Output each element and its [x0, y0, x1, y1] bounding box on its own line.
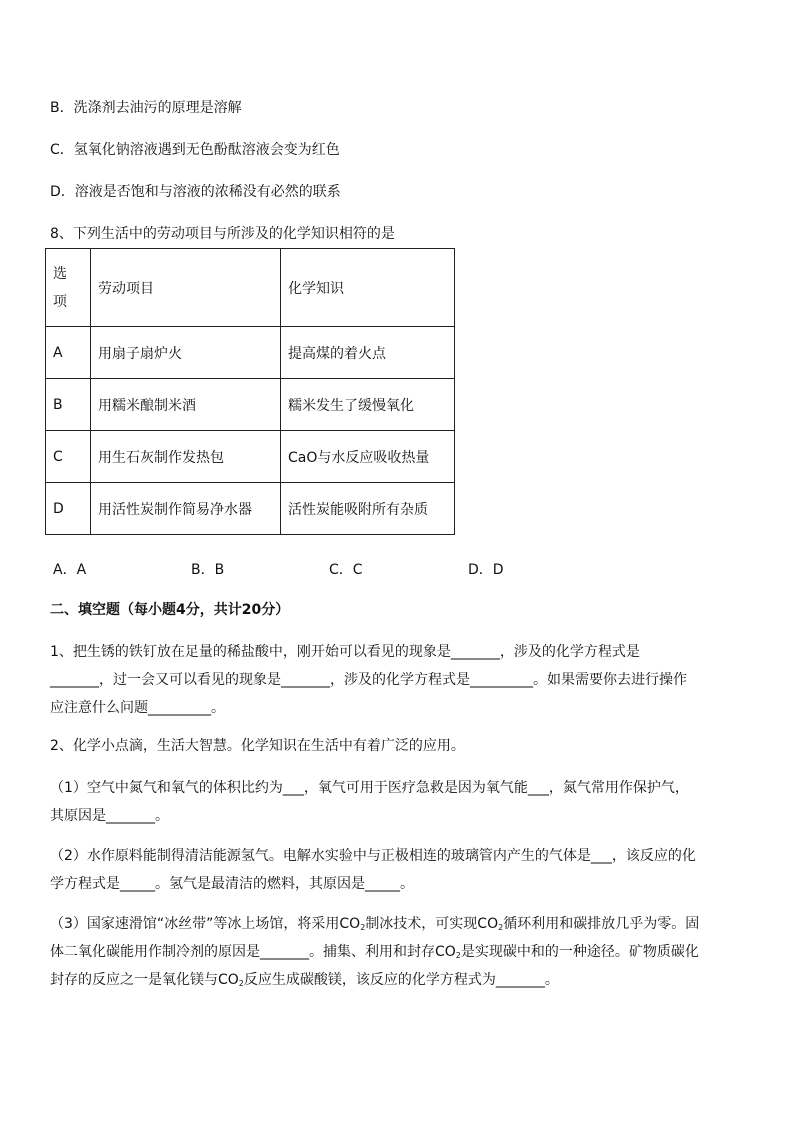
cell-knowledge: CaO与水反应吸收热量 — [281, 431, 455, 483]
cell-knowledge: 活性炭能吸附所有杂质 — [281, 483, 455, 535]
option-d: D．溶液是否饱和与溶液的浓稀没有必然的联系 — [50, 184, 341, 200]
q2-part1-line1: （1）空气中氮气和氧气的体积比约为___，氧气可用于医疗急救是因为氧气能___，氮气常用作保护气， — [50, 780, 689, 796]
table-row — [46, 327, 455, 379]
q2-part1-line2: 其原因是_______。 — [50, 808, 169, 824]
answer-a: A．A — [53, 562, 87, 578]
header-option-line1: 选 — [53, 265, 67, 282]
q8-stem: 8、下列生活中的劳动项目与所涉及的化学知识相符的是 — [50, 226, 395, 242]
cell-labor: 用生石灰制作发热包 — [91, 431, 281, 483]
table-header-row — [46, 249, 455, 327]
cell-labor: 用活性炭制作简易净水器 — [91, 483, 281, 535]
section-title: 二、填空题（每小题4分，共计20分） — [50, 602, 290, 618]
q2-part3-line1: （3）国家速滑馆“冰丝带”等冰上场馆，将采用$CO_2$制冰技术，可实现$CO_2$循环利用和碳排放几乎为零。固 — [50, 916, 700, 932]
answer-d: D．D — [468, 562, 504, 578]
cell-labor: 用扇子扇炉火 — [91, 327, 281, 379]
cell-option: D — [46, 483, 91, 535]
q2-part2-line2: 学方程式是_____。氢气是最清洁的燃料，其原因是_____。 — [50, 876, 414, 892]
cell-labor: 用糯米酿制米酒 — [91, 379, 281, 431]
q2-part3-line3: 封存的反应之一是氧化镁与$CO_2$反应生成碳酸镁，该反应的化学方程式为_______。 — [50, 972, 559, 988]
table-row — [46, 379, 455, 431]
cell-option: A — [46, 327, 91, 379]
answer-b: B．B — [191, 562, 225, 578]
q2-part2-line1: （2）水作原料能制得清洁能源氢气。电解水实验中与正极相连的玻璃管内产生的气体是___，该反应的化 — [50, 848, 696, 864]
option-b: B．洗涤剂去油污的原理是溶解 — [50, 100, 242, 116]
q2-part2 — [50, 842, 750, 898]
q2-part1 — [50, 774, 750, 830]
header-option-line2: 项 — [53, 293, 67, 310]
q1-text — [50, 638, 750, 722]
cell-option: B — [46, 379, 91, 431]
q2-intro: 2、化学小点滴，生活大智慧。化学知识在生活中有着广泛的应用。 — [50, 738, 465, 754]
q1-line1: 1、把生锈的铁钉放在足量的稀盐酸中，刚开始可以看见的现象是_______，涉及的化学方程式是 — [50, 644, 640, 660]
option-c: C．氢氧化钠溶液遇到无色酚酞溶液会变为红色 — [50, 142, 340, 158]
q2-part3-line2: 体二氧化碳能用作制冷剂的原因是_______。捕集、利用和封存$CO_2$是实现碳中和的一种途径。矿物质碳化 — [50, 944, 699, 960]
q1-line3: 应注意什么问题_________。 — [50, 700, 225, 716]
q8-table — [45, 248, 455, 535]
cell-option: C — [46, 431, 91, 483]
answer-c: C．C — [329, 562, 363, 578]
cell-knowledge: 糯米发生了缓慢氧化 — [281, 379, 455, 431]
table-row — [46, 483, 455, 535]
q2-part3 — [50, 910, 750, 994]
header-labor: 劳动项目 — [91, 249, 281, 327]
q1-line2: _______，过一会又可以看见的现象是_______，涉及的化学方程式是_________。如果需要你去进行操作 — [50, 672, 687, 688]
table-row — [46, 431, 455, 483]
header-knowledge: 化学知识 — [281, 249, 455, 327]
header-option — [46, 249, 91, 327]
cell-knowledge: 提高煤的着火点 — [281, 327, 455, 379]
